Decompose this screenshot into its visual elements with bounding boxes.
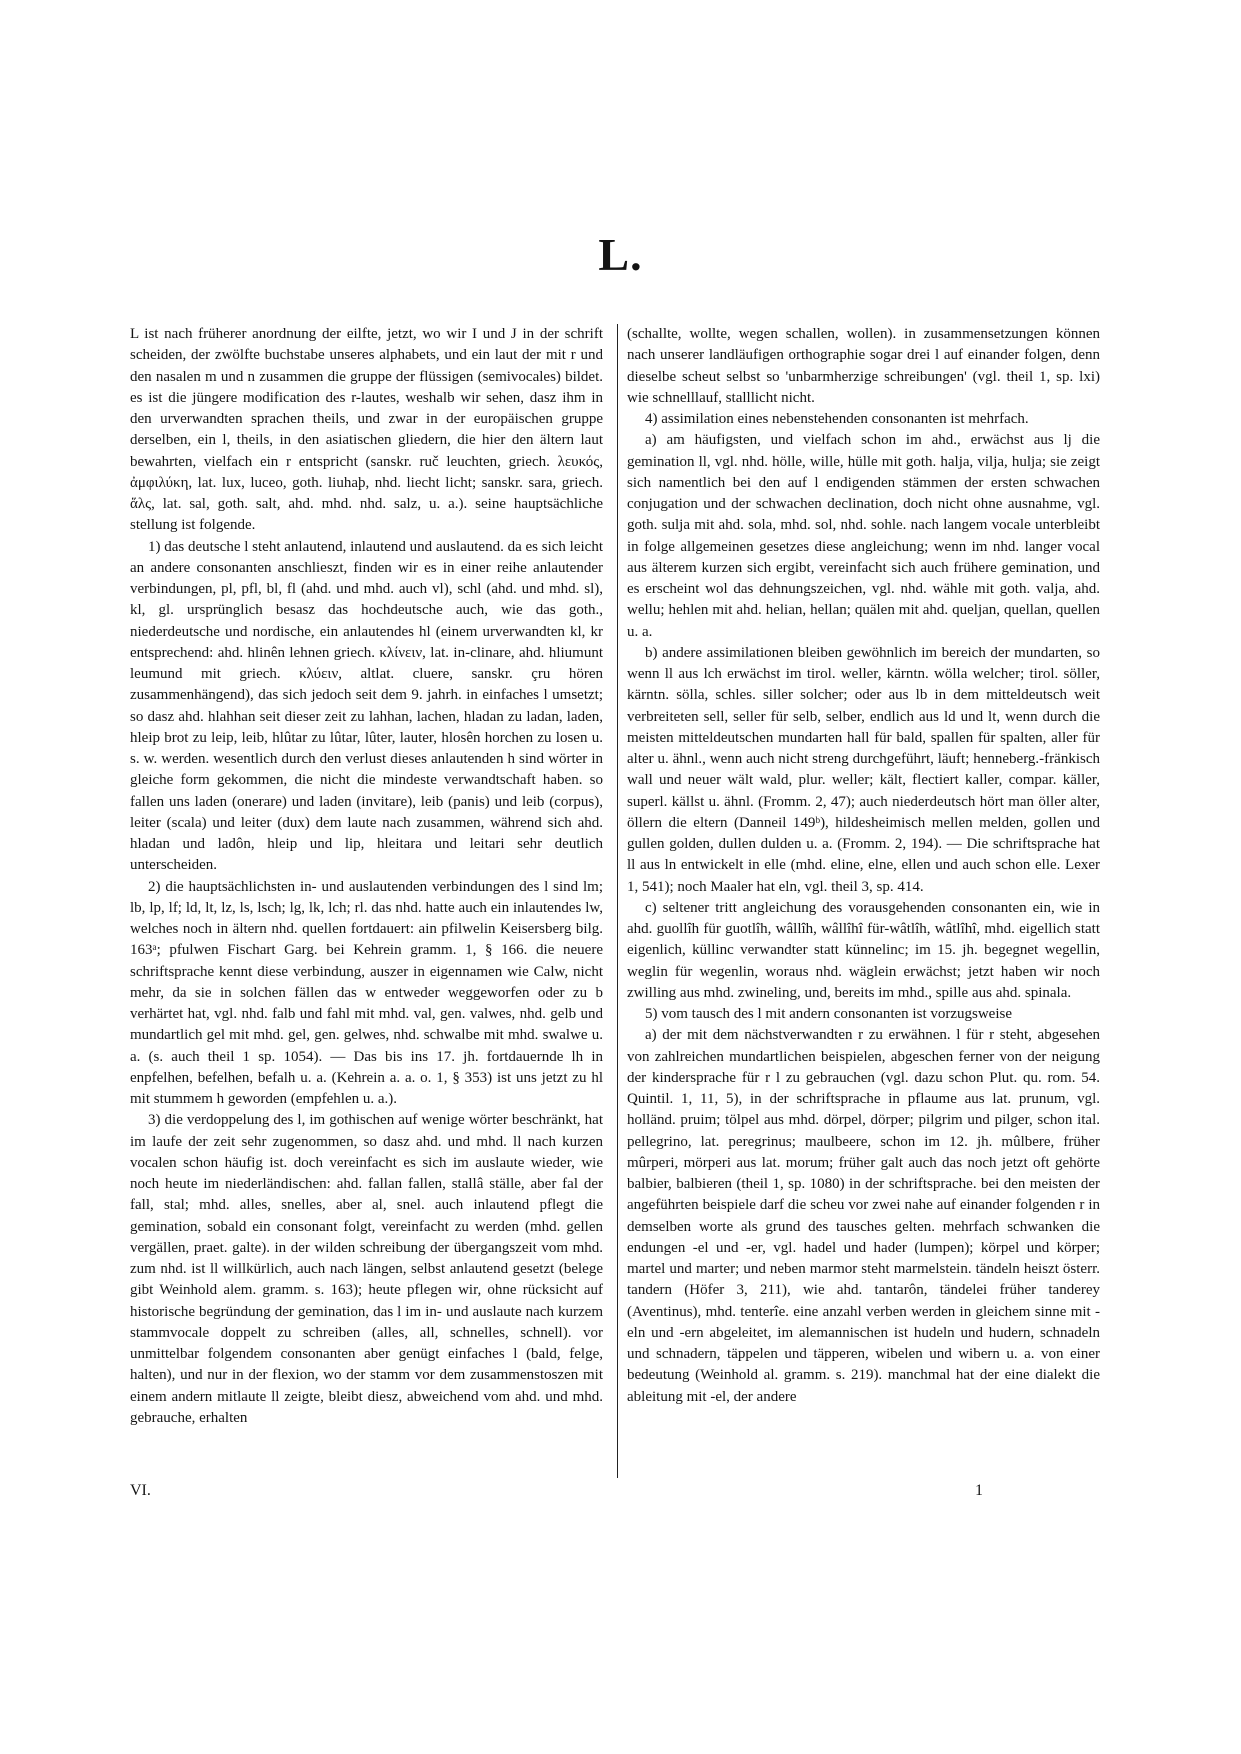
paragraph: 5) vom tausch des l mit andern consonanten ist vorzugsweise <box>645 1006 1013 1022</box>
left-column <box>130 324 603 1478</box>
paragraph: (schallte, wollte, wegen schallen, wollen). in zusammensetzungen können nach unserer landläufigen orthographie sogar drei l auf einander folgen, denn dieselbe scheut selbst so 'unbarmherzige schreibungen' (vgl. theil 1, sp. lxi) wie schnelllauf, stalllicht nicht. <box>627 326 1100 406</box>
paragraph: 3) die verdoppelung des l, im gothischen auf wenige wörter beschränkt, hat im laufe der zeit sehr zugenommen, so dasz ahd. und mhd. ll nach kurzen vocalen schon häufig ist. doch vereinfacht es sich im auslaute wieder, wie noch heute im niederländischen: ahd. fallan fallen, stallâ ställe, aber fal der fall, stal; mhd. alles, snelles, aber al, snel. auch inlautend pflegt die gemination, sobald ein consonant folgt, vereinfacht zu werden (mhd. gellen vergällen, praet. galte). in der wilden schreibung der übergangszeit vom mhd. zum nhd. ist ll willkürlich, auch nach längen, selbst anlautend gesetzt (belege gibt Weinhold alem. gramm. s. 163); heute pflegen wir, ohne rücksicht auf historische begründung der gemination, das l im in- und auslaute nach kurzem stammvocale doppelt zu schreiben (alles, all, schnelles, schnell). vor unmittelbar folgendem consonanten aber genügt einfaches l (bald, felge, halten), und nur in der flexion, wo der stamm vor dem zusammenstoszen mit einem andern mitlaute ll zeigte, bleibt diesz, abweichend vom ahd. und mhd. gebrauche, erhalten <box>130 1112 603 1426</box>
signature-mark: VI. <box>130 1482 151 1499</box>
paragraph: a) der mit dem nächstverwandten r zu erwähnen. l für r steht, abgesehen von zahlreichen mundartlichen beispielen, abgeschen ferner von der neigung der kindersprache für r l zu gebrauchen (vgl. dazu schon Plut. qu. rom. 54. Quintil. 1, 11, 5), in der schriftsprache in pflaume aus lat. prunum, vgl. holländ. pruim; tölpel aus mhd. dörpel, dörper; pilgrim und pilger, schon ital. pellegrino, lat. peregrinus; maulbeere, schon im 12. jh. mûlbere, früher mûrperi, mörperi aus lat. morum; früher galt auch das noch jetzt oft gehörte balbier, balbieren (theil 1, sp. 1080) in der schriftsprache. bei den meisten der angeführten beispiele darf die scheu vor zwei nahe auf einander folgenden r in demselben worte als grund des tausches gelten. mehrfach schwanken die endungen -el und -er, vgl. hadel und hader (lumpen); körpel und körper; martel und marter; und neben marmor steht marmelstein. tändeln heiszt österr. tandern (Höfer 3, 211), wie ahd. tantarôn, tändelei früher tanderey (Aventinus), mhd. tenterîe. eine anzahl verben werden in gleichem sinne mit -eln und -ern abgeleitet, im alemannischen ist hudeln und hudern, schnadeln und schnadern, täppelen und täpperen, wibelen und wibern u. a. von einer bedeutung (Weinhold al. gramm. s. 219). manchmal hat der eine dialekt die ableitung mit -el, der andere <box>627 1027 1100 1405</box>
paragraph: c) seltener tritt angleichung des vorausgehenden consonanten ein, wie in ahd. guollîh für guotlîh, wâllîh, wâllîhî für-wâtlîh, wâtlîhî, mhd. eigellich statt eigenlich, küllinc verwandter statt künnelinc; im 15. jh. begegnet wegellin, weglin für wegenlin, woraus nhd. wäglein erwächst; jetzt haben wir noch zwilling aus mhd. zwineling, und, bereits im mhd., spille aus ahd. spinala. <box>627 899 1100 1001</box>
paragraph: b) andere assimilationen bleiben gewöhnlich im bereich der mundarten, so wenn ll aus lch erwächst im tirol. weller, kärntn. wölla welcher; tirol. söller, kärntn. sölla, schles. siller solcher; oder aus lb in dem mitteldeutsch weit verbreiteten sell, seller für selb, selber, endlich aus ld und lt, wenn durch die meisten mitteldeutschen mundarten hall für bald, spallen für spalten, aller für alter u. ähnl., wenn auch nicht streng durchgeführt, läuft; henneberg.-fränkisch wall und neuer wält wald, plur. weller; kält, flectiert kaller, compar. käller, superl. källst u. ähnl. (Fromm. 2, 47); auch niederdeutsch hört man öller alter, öllern die eltern (Danneil 149ᵇ), hildesheimisch mellen melden, gollen und gullen golden, dullen dulden u. a. (Fromm. 2, 194). — Die schriftsprache hat ll aus ln entwickelt in elle (mhd. eline, elne, ellen und auch schon elle. Lexer 1, 541); noch Maaler hat eln, vgl. theil 3, sp. 414. <box>627 644 1100 895</box>
right-column <box>627 324 1100 1478</box>
page-number: 1 <box>975 1482 983 1499</box>
paragraph: L ist nach früherer anordnung der eilfte, jetzt, wo wir I und J in der schrift scheiden, der zwölfte buchstabe unseres alphabets, und ein laut der mit r und den nasalen m und n zusammen die gruppe der flüssigen (semivocales) bildet. es ist die jüngere modification des r-lautes, weshalb wir sehen, dasz ihm in den urverwandten sprachen theils, und zwar in der europäischen gruppe derselben, ein l, theils, in den asiatischen gliedern, die hier den ältern laut bewahrten, vielfach ein r entspricht (sanskr. ruč leuchten, griech. λευκός, ἀμφιλύκη, lat. lux, luceo, goth. liuhaþ, nhd. liecht licht; sanskr. sara, griech. ἅλς, lat. sal, goth. salt, ahd. mhd. nhd. salz, u. a.). seine hauptsächliche stellung ist folgende. <box>130 326 603 534</box>
section-heading: L. <box>598 229 643 280</box>
paragraph: 4) assimilation eines nebenstehenden consonanten ist mehrfach. <box>645 411 1029 427</box>
paragraph: a) am häufigsten, und vielfach schon im ahd., erwächst aus lj die gemination ll, vgl. nhd. hölle, wille, hülle mit goth. halja, vilja, hulja; sie zeigt sich namentlich bei den auf l endigenden stämmen der ersten schwachen conjugation und der schwachen declination, doch nicht ohne ausnahme, vgl. goth. sulja mit ahd. sola, mhd. sol, nhd. sohle. nach langem vocale unterbleibt in folge allgemeinen gesetzes diese angleichung; wenn im nhd. langer vocal aus älterem kurzen sich ergibt, vereinfacht sich auch frühere gemination, und es erscheint wol das dehnungszeichen, vgl. nhd. wähle mit goth. valja, ahd. wellu; hehlen mit ahd. helian, hellan; quälen mit ahd. queljan, quellan, quellen u. a. <box>627 432 1100 640</box>
paragraph: 1) das deutsche l steht anlautend, inlautend und auslautend. da es sich leicht an andere consonanten anschlieszt, finden wir es in einer reihe anlautender verbindungen, pl, pfl, bl, fl (ahd. und mhd. auch vl), schl (ahd. und mhd. sl), kl, gl. ursprünglich besasz das hochdeutsche auch, wie das goth., niederdeutsche und nordische, ein anlautendes hl (einem urverwandten kl, kr entsprechend: ahd. hlinên lehnen griech. κλίνειν, lat. in-clinare, ahd. hliumunt leumund mit griech. κλύειν, altlat. cluere, sanskr. çru hören zusammenhängend), das sich jedoch seit dem 9. jahrh. in einfaches l umsetzt; so dasz ahd. hlahhan seit dieser zeit zu lahhan, lachen, hladan zu ladan, laden, hleip brot zu leip, leib, hlûtar zu lûtar, lûter, lauter, hlosên horchen zu losen u. s. w. werden. wesentlich durch den verlust dieses anlautenden h sind wörter in gleiche form gekommen, die nicht die mindeste verwandtschaft haben. so fallen uns laden (onerare) und laden (invitare), leib (panis) und leib (corpus), leiter (scala) und leiter (dux) dem laute nach zusammen, während sich ahd. hladan und ladôn, hleip und lip, hleitara und leitari sehr deutlich unterscheiden. <box>130 538 603 874</box>
paragraph: 2) die hauptsächlichsten in- und auslautenden verbindungen des l sind lm; lb, lp, lf; ld, lt, lz, ls, lsch; lg, lk, lch; rl. das nhd. hatte auch ein inlautendes lw, welches noch in ältern nhd. quellen fortdauert: ain pfilwelin Keisersberg bilg. 163ᵃ; pfulwen Fischart Garg. bei Kehrein gramm. 1, § 166. die neuere schriftsprache kennt diese verbindung, auszer in eigennamen wie Calw, nicht mehr, da sie in solchen fällen das w entweder weggeworfen oder zu b verhärtet hat, vgl. nhd. falb und fahl mit mhd. val, gen. valwes, nhd. gelb und mundartlich gel mit mhd. gel, gen. gelwes, nhd. schwalbe mit mhd. swalwe u. a. (s. auch theil 1 sp. 1054). — Das bis ins 17. jh. fortdauernde lh in enpfelhen, befelhen, befalh u. a. (Kehrein a. a. o. 1, § 353) ist uns jetzt zu hl mit stummem h geworden (empfehlen u. a.). <box>130 878 603 1107</box>
column-divider <box>617 324 618 1478</box>
